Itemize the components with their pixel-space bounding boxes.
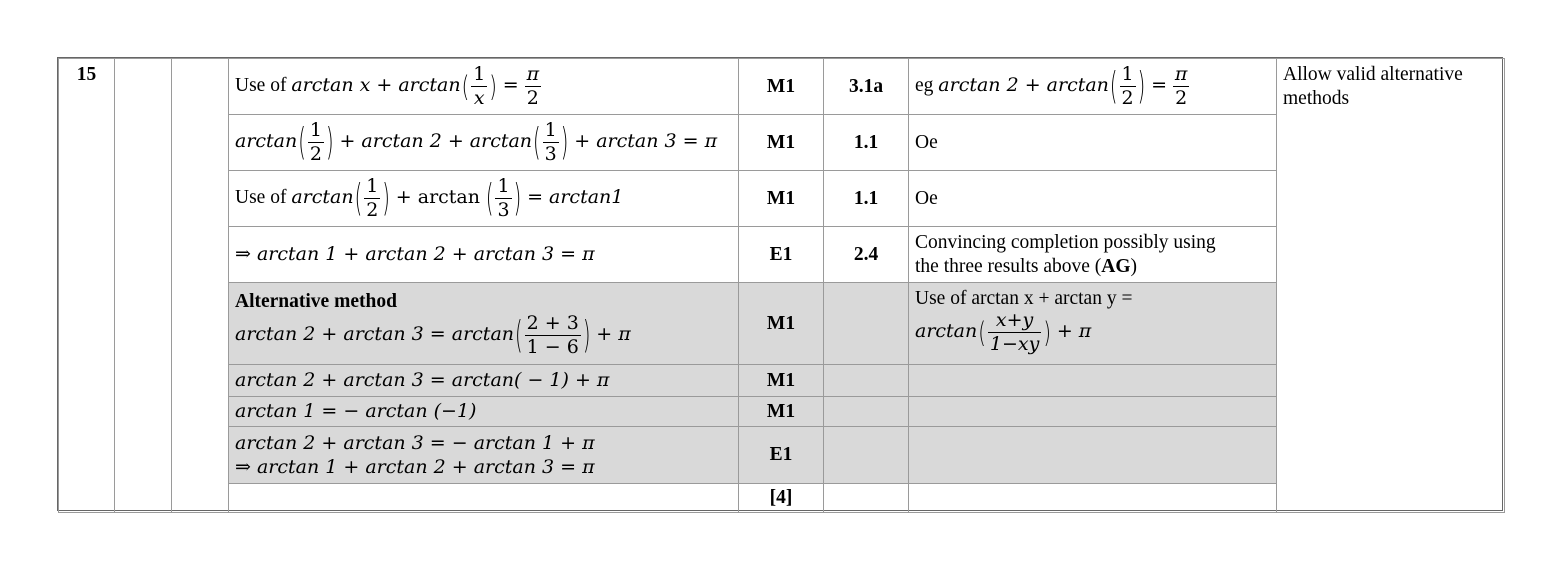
ao-cell: 1.1 — [824, 115, 909, 171]
notes-cell: Allow valid alternative methods — [1277, 59, 1505, 513]
ao-cell: 3.1a — [824, 59, 909, 115]
alternative-working-cell: arctan 2 + arctan 3 = arctan( − 1) + π — [229, 365, 739, 397]
table-row — [59, 59, 1505, 115]
mark-cell: M1 — [739, 365, 824, 397]
mark-cell: M1 — [739, 59, 824, 115]
guidance-cell — [909, 427, 1277, 484]
guidance-cell: eg arctan 2 + arctan( $\frac{1}{2}$ ) = $\frac{\pi}{2}$ — [909, 59, 1277, 115]
alternative-heading: Alternative method — [235, 291, 397, 312]
ao-cell: 2.4 — [824, 227, 909, 283]
question-number: 15 — [59, 59, 115, 513]
mark-cell: M1 — [739, 171, 824, 227]
guidance-cell — [909, 484, 1277, 513]
mark-scheme-table — [57, 57, 1503, 511]
mark-cell: M1 — [739, 397, 824, 427]
alternative-working-cell: arctan 1 = − arctan (−1) — [229, 397, 739, 427]
guidance-cell: Convincing completion possibly using the three results above (AG) — [909, 227, 1277, 283]
working-cell: arctan( $\frac{1}{2}$ ) + arctan 2 + arctan( $\frac{1}{3}$ ) + arctan 3 = π — [229, 115, 739, 171]
subpart-cell — [172, 59, 229, 513]
alternative-working-cell: Alternative method arctan 2 + arctan 3 = arctan( $\frac{2 + 3}{1 - 6}$ ) + π — [229, 283, 739, 365]
mark-cell: E1 — [739, 427, 824, 484]
ao-cell — [824, 427, 909, 484]
working-cell: Use of arctan( $\frac{1}{2}$ ) + arctan ( $\frac{1}{3}$ ) = arctan1 — [229, 171, 739, 227]
guidance-cell: Oe — [909, 171, 1277, 227]
working-cell: ⇒ arctan 1 + arctan 2 + arctan 3 = π — [229, 227, 739, 283]
ao-cell — [824, 365, 909, 397]
guidance-cell: Use of arctan x + arctan y = arctan( $\frac{x+y}{1-xy}$ ) + π — [909, 283, 1277, 365]
alternative-working-cell: arctan 2 + arctan 3 = − arctan 1 + π ⇒ arctan 1 + arctan 2 + arctan 3 = π — [229, 427, 739, 484]
working-cell: Use of arctan x + arctan( $\frac{1}{x}$ ) = $\frac{\pi}{2}$ — [229, 59, 739, 115]
mark-cell: M1 — [739, 115, 824, 171]
mark-cell: E1 — [739, 227, 824, 283]
ao-cell — [824, 484, 909, 513]
part-cell — [115, 59, 172, 513]
guidance-cell: Oe — [909, 115, 1277, 171]
total-marks: [4] — [739, 484, 824, 513]
mark-cell: M1 — [739, 283, 824, 365]
ao-cell — [824, 283, 909, 365]
guidance-cell — [909, 365, 1277, 397]
ao-cell — [824, 397, 909, 427]
working-cell — [229, 484, 739, 513]
guidance-cell — [909, 397, 1277, 427]
ao-cell: 1.1 — [824, 171, 909, 227]
